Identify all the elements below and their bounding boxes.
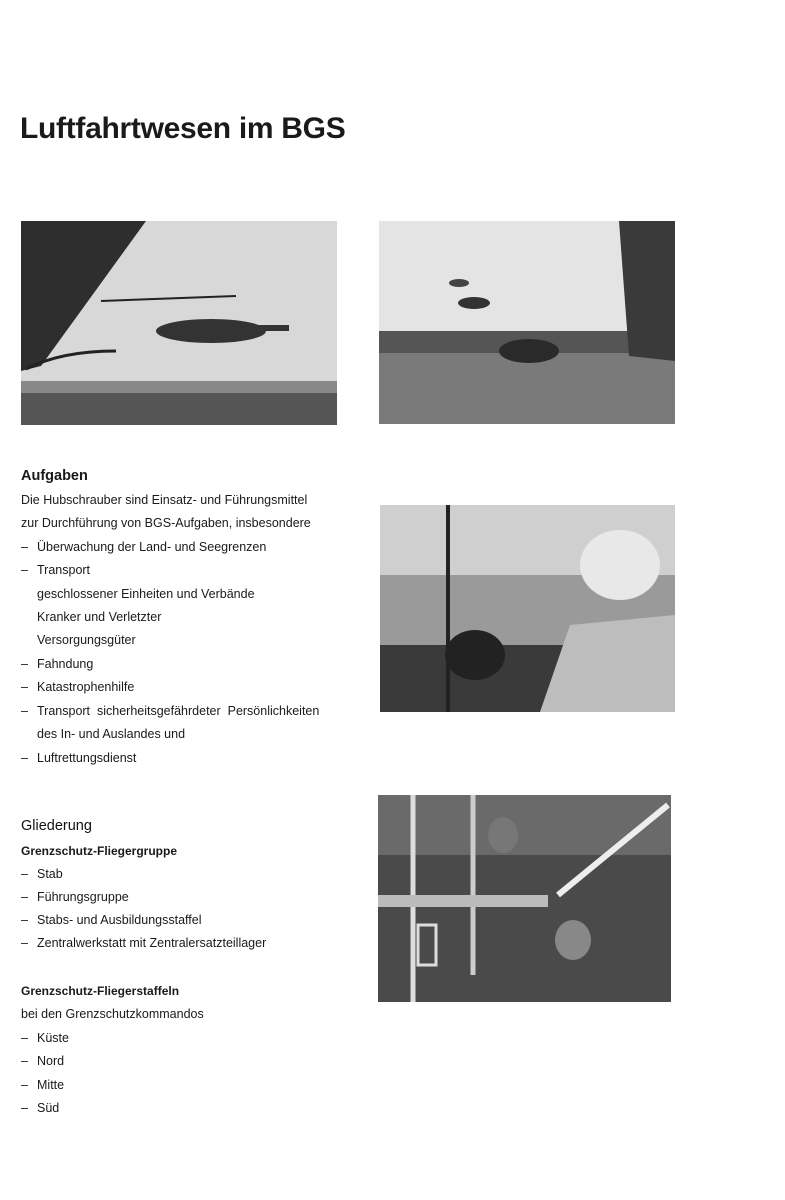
intro-line: zur Durchführung von BGS-Aufgaben, insbesondere <box>21 516 311 530</box>
photo-helicopters-field <box>379 221 675 424</box>
list-item: – Stabs- und Ausbildungsstaffel <box>21 913 202 927</box>
dash: – <box>21 704 28 718</box>
group-intro: bei den Grenzschutzkommandos <box>21 1007 204 1021</box>
group-title: Grenzschutz-Fliegerstaffeln <box>21 984 180 998</box>
dash: – <box>21 540 28 554</box>
dash: – <box>21 867 28 881</box>
list-item: – Katastrophenhilfe <box>21 680 135 694</box>
list-item: – Führungsgruppe <box>21 890 129 904</box>
list-item: – Stab <box>21 867 63 881</box>
dash: – <box>21 1078 28 1092</box>
dash: – <box>21 890 28 904</box>
list-item: – Mitte <box>21 1078 65 1092</box>
list-item: – Süd <box>21 1101 60 1115</box>
section-heading-gliederung: Gliederung <box>21 818 92 834</box>
dash: – <box>21 1054 28 1068</box>
list-subitem: geschlossener Einheiten und Verbände <box>37 587 255 601</box>
list-item: – Luftrettungsdienst <box>21 751 137 765</box>
intro-line: Die Hubschrauber sind Einsatz- und Führungsmittel <box>21 493 308 507</box>
section-heading-aufgaben: Aufgaben <box>21 468 88 484</box>
list-subitem: Kranker und Verletzter <box>37 610 162 624</box>
list-item: – Zentralwerkstatt mit Zentralersatzteillager <box>21 936 267 950</box>
dash: – <box>21 913 28 927</box>
dash: – <box>21 751 28 765</box>
photo-helicopter-takeoff <box>21 221 337 425</box>
dash: – <box>21 1031 28 1045</box>
list-item: – Fahndung <box>21 657 94 671</box>
list-item: – Küste <box>21 1031 69 1045</box>
list-subitem: des In- und Auslandes und <box>37 727 186 741</box>
group-title: Grenzschutz-Fliegergruppe <box>21 844 178 858</box>
photo-cockpit-view <box>380 505 675 712</box>
dash: – <box>21 680 28 694</box>
list-item: – Transport <box>21 563 91 577</box>
list-item: – Nord <box>21 1054 65 1068</box>
dash: – <box>21 936 28 950</box>
list-item: – Überwachung der Land- und Seegrenzen <box>21 540 267 554</box>
list-subitem: Versorgungsgüter <box>37 633 136 647</box>
dash: – <box>21 657 28 671</box>
photo-maintenance-hangar <box>378 795 671 1002</box>
dash: – <box>21 1101 28 1115</box>
dash: – <box>21 563 28 577</box>
list-item: – Transport sicherheitsgefährdeter Persönlichkeiten <box>21 704 320 718</box>
page-title: Luftfahrtwesen im BGS <box>20 112 346 145</box>
